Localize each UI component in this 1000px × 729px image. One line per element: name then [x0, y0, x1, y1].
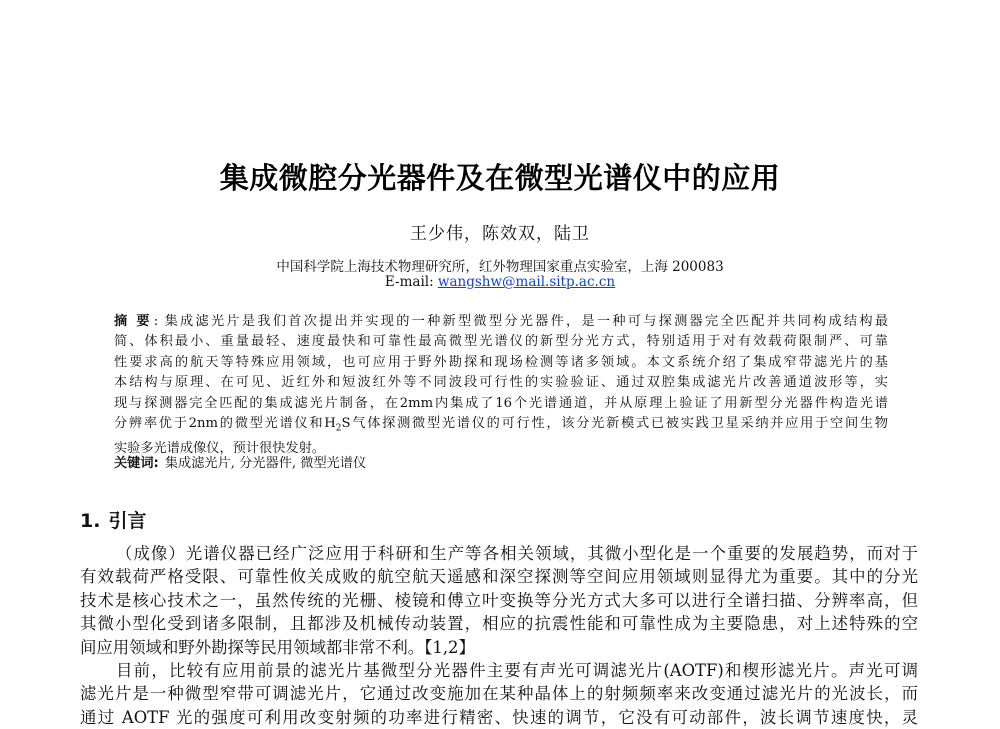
body-line: 滤光片是一种微型窄带可调滤光片，它通过改变施加在某种晶体上的射频频率来改变通过滤光片的光波长，而 — [80, 684, 918, 704]
affiliation: 中国科学院上海技术物理研究所，红外物理国家重点实验室，上海 200083 — [276, 259, 724, 275]
email-link[interactable]: wangshw@mail.sitp.ac.cn — [437, 274, 616, 290]
abstract-line: 实验多光谱成像仪，预计很快发射。 — [114, 441, 325, 457]
abstract-line: 本结构与原理、在可见、近红外和短波红外等不同波段可行性的实验验证、通过双腔集成滤光片改善通道波形等，实 — [114, 375, 888, 391]
body-line: 其微小型化受到诸多限制，且都涉及机械传动装置，相应的抗震性能和可靠性成为主要隐患，对上述特殊的空 — [80, 614, 918, 634]
abstract-line: 简、体积最小、重量最轻、速度最快和可靠性最高微型光谱仪的新型分光方式，特别适用于对有效载荷限制严、可靠 — [114, 334, 888, 350]
email-label: E-mail: — [384, 274, 438, 290]
body-line: 有效载荷严格受限、可靠性攸关成败的航空航天遥感和深空探测等空间应用领域则显得尤为重要。其中的分光 — [80, 567, 918, 587]
abstract-label: 摘 要 — [114, 314, 152, 329]
email-line — [0, 274, 1000, 290]
abstract-line: 性要求高的航天等特殊应用领域，也可应用于野外勘探和现场检测等诸多领域。本文系统介绍了集成窄带滤光片的基 — [114, 354, 888, 370]
subscript: 2 — [335, 423, 342, 434]
section-title: 引言 — [108, 510, 147, 532]
abstract — [114, 312, 888, 459]
abstract-line: 摘 要 : 集成滤光片是我们首次提出并实现的一种新型微型分光器件，是一种可与探测器完全匹配并共同构成结构最 — [114, 314, 889, 329]
body-line: （成像）光谱仪器已经广泛应用于科研和生产等各相关领域，其微小型化是一个重要的发展趋势，而对于 — [116, 544, 918, 563]
keywords — [114, 452, 366, 471]
body-line: 通过 AOTF 光的强度可利用改变射频的功率进行精密、快速的调节，它没有可动部件，波长调节速度快，灵 — [80, 707, 918, 727]
body-text — [80, 542, 918, 729]
body-line: 间应用领域和野外勘探等民用领域都非常不利。【1,2】 — [80, 637, 475, 657]
keywords-text: 集成滤光片, 分光器件, 微型光谱仪 — [164, 456, 367, 471]
section-heading — [80, 506, 154, 533]
abstract-line: 现与探测器完全匹配的集成滤光片制备，在2mm内集成了16个光谱通道，并从原理上验证了用新型分光器件构造光谱 — [114, 395, 888, 411]
paper-title: 集成微腔分光器件及在微型光谱仪中的应用 — [219, 161, 781, 195]
body-line: 技术是核心技术之一，虽然传统的光栅、棱镜和傅立叶变换等分光方式大多可以进行全谱扫描、分辨率高，但 — [80, 590, 918, 610]
abstract-line: 分辨率优于2nm的微型光谱仪和$H_2S$气体探测微型光谱仪的可行性，该分光新模式已被实践卫星采纳并应用于空间生物 — [114, 416, 888, 434]
author-list: 王少伟，陈效双，陆卫 — [410, 224, 590, 244]
keywords-label: 关键词: — [114, 456, 159, 471]
body-line: 目前，比较有应用前景的滤光片基微型分光器件主要有声光可调滤光片(AOTF)和楔形滤光片。声光可调 — [116, 661, 918, 681]
section-number: 1. — [80, 510, 101, 532]
